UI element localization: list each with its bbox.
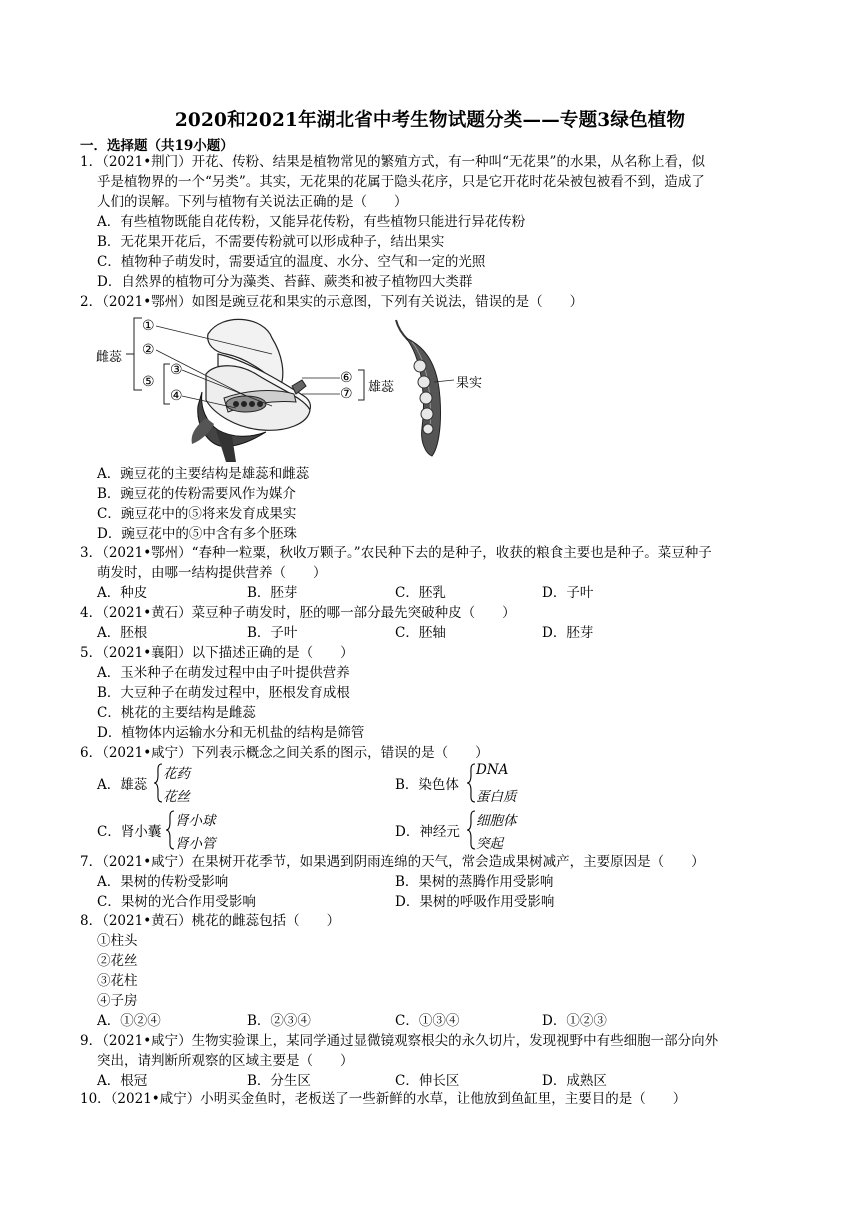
- q6-option-c[interactable]: [97, 808, 377, 852]
- q3-option-c[interactable]: C．胚乳: [395, 585, 446, 601]
- q1-stem-line: 人们的误解。下列与植物有关说法正确的是（ ）: [97, 194, 408, 210]
- q9-option-a[interactable]: A．根冠: [97, 1073, 148, 1089]
- q8-stem: 8．（2021•黄石）桃花的雌蕊包括（ ）: [80, 913, 341, 929]
- q8-item: ③花柱: [97, 973, 138, 989]
- q2-option-b[interactable]: B．豌豆花的传粉需要风作为媒介: [97, 486, 296, 502]
- q6-option-d-top: 细胞体: [476, 813, 517, 829]
- q8-option-a[interactable]: A．①②④: [97, 1013, 161, 1029]
- q6-option-b-label: B．染色体: [395, 777, 459, 793]
- section-heading: 一．选择题（共19小题）: [80, 138, 234, 154]
- q5-option-b[interactable]: B．大豆种子在萌发过程中，胚根发育成根: [97, 685, 350, 701]
- q7-stem: 7．（2021•咸宁）在果树开花季节，如果遇到阴雨连绵的天气，常会造成果树减产，主要原因是（ ）: [80, 854, 705, 870]
- q1-option-d[interactable]: D．自然界的植物可分为藻类、苔藓、蕨类和被子植物四大类群: [97, 274, 473, 290]
- q4-option-a[interactable]: A．胚根: [97, 625, 148, 641]
- q8-item: ④子房: [97, 993, 138, 1009]
- marker-1: ①: [142, 318, 155, 334]
- q5-option-c[interactable]: C．桃花的主要结构是雌蕊: [97, 705, 256, 721]
- q1-stem-line: 1．（2021•荆门）开花、传粉、结果是植物常见的繁殖方式，有一种叫“无花果”的水果，从名称上看，似: [80, 154, 705, 170]
- q6-option-a[interactable]: [97, 761, 377, 805]
- q7-options-row1: [97, 872, 797, 892]
- q9-option-c[interactable]: C．伸长区: [395, 1073, 460, 1089]
- marker-4: ④: [170, 388, 183, 404]
- q6-stem: 6．（2021•咸宁）下列表示概念之间关系的图示，错误的是（ ）: [80, 745, 489, 761]
- q7-option-c[interactable]: C．果树的光合作用受影响: [97, 894, 256, 910]
- q8-item: ①柱头: [97, 933, 138, 949]
- q7-options-row2: [97, 892, 797, 912]
- q4-option-c[interactable]: C．胚轴: [395, 625, 446, 641]
- q3-options: [97, 583, 797, 603]
- q2-stem: 2．（2021•鄂州）如图是豌豆花和果实的示意图，下列有关说法，错误的是（ ）: [80, 294, 584, 310]
- brace-icon: [466, 810, 476, 850]
- pistil-label: 雌蕊: [96, 350, 123, 365]
- q6-option-a-top: 花药: [163, 766, 190, 782]
- brace-icon: [153, 763, 163, 803]
- q4-stem: 4．（2021•黄石）菜豆种子萌发时，胚的哪一部分最先突破种皮（ ）: [80, 605, 516, 621]
- stamen-label: 雄蕊: [368, 380, 395, 395]
- document-title: 2020和2021年湖北省中考生物试题分类——专题3绿色植物: [174, 110, 686, 131]
- brace-icon: [165, 810, 175, 850]
- q9-options: [97, 1071, 797, 1091]
- pea-flower-figure: [96, 314, 396, 462]
- q9-option-b[interactable]: B．分生区: [247, 1073, 311, 1089]
- q2-option-d[interactable]: D．豌豆花中的⑤中含有多个胚珠: [97, 526, 297, 542]
- q6-option-b-top: DNA: [476, 762, 509, 778]
- q4-option-d[interactable]: D．胚芽: [542, 625, 594, 641]
- q3-option-b[interactable]: B．胚芽: [247, 585, 298, 601]
- marker-2: ②: [142, 342, 155, 358]
- q8-options: [97, 1011, 797, 1031]
- marker-5: ⑤: [142, 374, 155, 390]
- q6-option-c-top: 肾小球: [175, 813, 216, 829]
- q8-option-c[interactable]: C．①③④: [395, 1013, 460, 1029]
- q3-stem-line: 萌发时，由哪一结构提供营养（ ）: [97, 565, 327, 581]
- q6-option-b-bottom: 蛋白质: [476, 789, 517, 805]
- q3-option-a[interactable]: A．种皮: [97, 585, 148, 601]
- q7-option-a[interactable]: A．果树的传粉受影响: [97, 874, 229, 890]
- q4-options: [97, 623, 797, 643]
- q8-option-d[interactable]: D．①②③: [542, 1013, 607, 1029]
- brace-icon: [466, 763, 476, 803]
- q6-option-c-label: C．肾小囊: [97, 824, 162, 840]
- q7-option-b[interactable]: B．果树的蒸腾作用受影响: [395, 874, 554, 890]
- q8-item: ②花丝: [97, 953, 138, 969]
- q7-option-d[interactable]: D．果树的呼吸作用受影响: [395, 894, 555, 910]
- q9-stem-line: 突出，请判断所观察的区域主要是（ ）: [97, 1053, 354, 1069]
- q2-option-a[interactable]: A．豌豆花的主要结构是雄蕊和雌蕊: [97, 466, 310, 482]
- q9-stem-line: 9．（2021•咸宁）生物实验课上，某同学通过显微镜观察根尖的永久切片，发现视野中有些细胞一部分向外: [80, 1033, 719, 1049]
- marker-6: ⑥: [340, 370, 353, 386]
- q1-stem-line: 乎是植物界的一个“另类”。其实，无花果的花属于隐头花序，只是它开花时花朵被包被看不到，造成了: [97, 174, 705, 190]
- pea-pod-figure: [392, 318, 502, 458]
- q1-option-b[interactable]: B．无花果开花后，不需要传粉就可以形成种子，结出果实: [97, 234, 445, 250]
- q1-option-c[interactable]: C．植物种子萌发时，需要适宜的温度、水分、空气和一定的光照: [97, 254, 486, 270]
- q5-option-d[interactable]: D．植物体内运输水分和无机盐的结构是筛管: [97, 725, 365, 741]
- marker-7: ⑦: [340, 386, 353, 402]
- q1-option-a[interactable]: A．有些植物既能自花传粉，又能异花传粉，有些植物只能进行异花传粉: [97, 214, 526, 230]
- q9-option-d[interactable]: D．成熟区: [542, 1073, 607, 1089]
- pea-pod-diagram: [392, 318, 502, 458]
- fruit-label: 果实: [456, 376, 483, 391]
- q6-option-a-bottom: 花丝: [163, 789, 190, 805]
- q2-option-c[interactable]: C．豌豆花中的⑤将来发育成果实: [97, 506, 297, 522]
- marker-3: ③: [170, 362, 183, 378]
- q10-stem: 10．（2021•咸宁）小明买金鱼时，老板送了一些新鲜的水草，让他放到鱼缸里，主要目的是（ ）: [80, 1091, 687, 1107]
- q8-option-b[interactable]: B．②③④: [247, 1013, 311, 1029]
- q5-stem: 5．（2021•襄阳）以下描述正确的是（ ）: [80, 645, 354, 661]
- q5-option-a[interactable]: A．玉米种子在萌发过程中由子叶提供营养: [97, 665, 350, 681]
- q6-option-b[interactable]: [395, 761, 675, 805]
- q6-option-d[interactable]: [395, 808, 675, 852]
- q6-option-d-label: D．神经元: [395, 824, 460, 840]
- q4-option-b[interactable]: B．子叶: [247, 625, 298, 641]
- q3-stem-line: 3．（2021•鄂州）“春种一粒粟，秋收万颗子。”农民种下去的是种子，收获的粮食主要也是种子。菜豆种子: [80, 545, 712, 561]
- q6-option-d-bottom: 突起: [476, 836, 503, 852]
- q6-option-c-bottom: 肾小管: [175, 836, 216, 852]
- q6-option-a-label: A．雄蕊: [97, 777, 148, 793]
- q3-option-d[interactable]: D．子叶: [542, 585, 594, 601]
